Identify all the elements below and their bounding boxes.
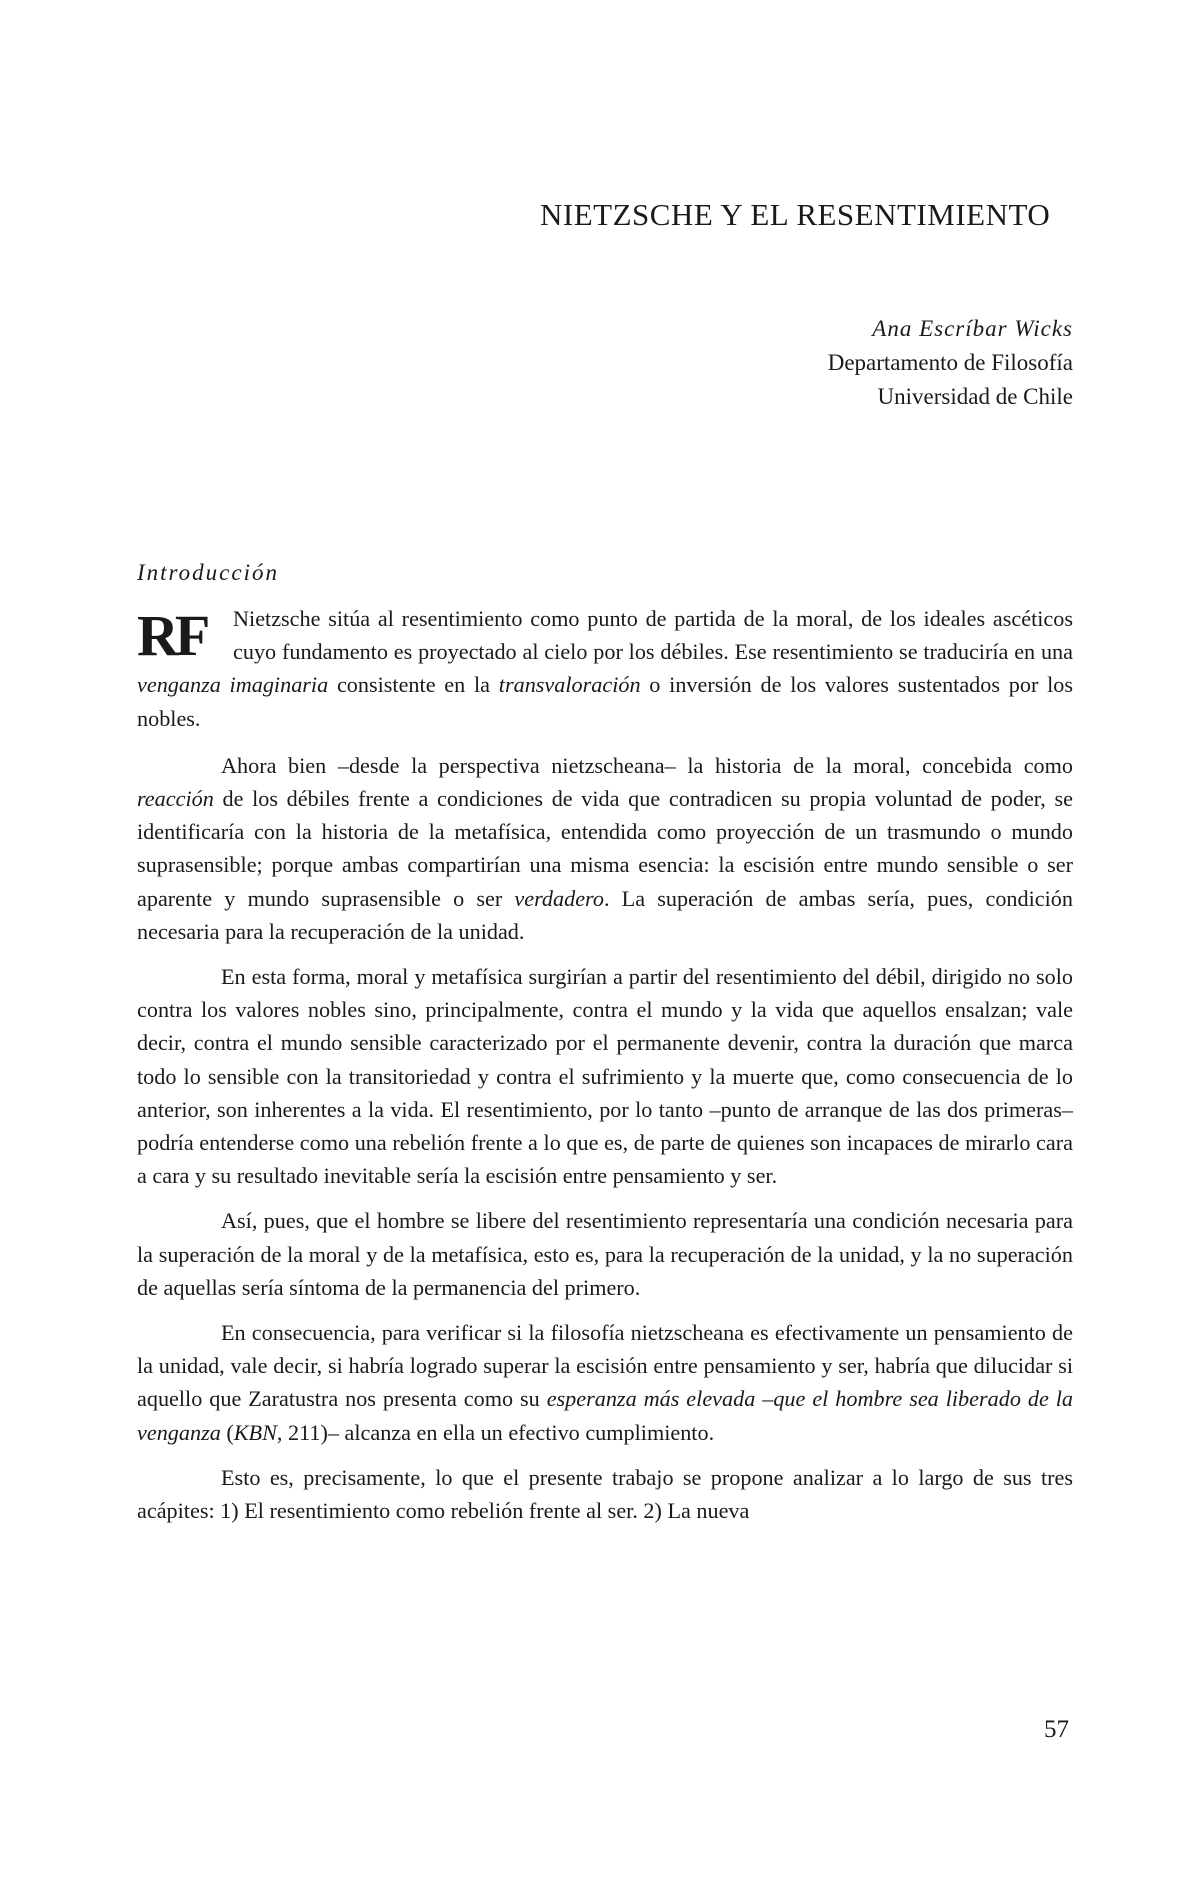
page-title: NIETZSCHE Y EL RESENTIMIENTO: [540, 197, 1051, 232]
paragraph-5-text-c: (: [220, 1419, 234, 1445]
paragraph-5-text-e: , 211)– alcanza en ella un efectivo cumplimiento.: [276, 1419, 715, 1445]
paragraph-1-italic-d: transvaloración: [498, 672, 641, 698]
paragraph-6: Esto es, precisamente, lo que el presente trabajo se propone analizar a lo largo de sus tres acápites: 1) El resentimiento como rebelión frente al ser. 2) La nueva: [137, 1464, 1073, 1524]
paragraph-5-text-a: En consecuencia, para verificar si la filosofía nietzscheana es efectivamente un pensamiento de la unidad, vale decir, si habría logrado superar la escisión entre pensamiento y ser, habría que dilucidar si aquello que Zaratustra nos presenta como su: [137, 1320, 1073, 1412]
paragraph-5-italic-d: KBN: [233, 1419, 277, 1445]
paragraph-5-italic-b: esperanza más elevada –que el hombre sea liberado de la venganza: [137, 1386, 1074, 1445]
paragraph-2-italic-b: reacción: [137, 786, 214, 812]
author-university: Universidad de Chile: [877, 384, 1073, 409]
paragraph-4: Así, pues, que el hombre se libere del resentimiento representaría una condición necesaria para la superación de la moral y de la metafísica, esto es, para la recuperación de la unidad, y la no superación de aquellas sería síntoma de la permanencia del primero.: [137, 1208, 1073, 1300]
paragraph-1: [137, 602, 1073, 735]
paragraph-1-italic-b: venganza imaginaria: [137, 672, 329, 698]
paragraph-5: [137, 1316, 1073, 1449]
paragraph-3: En esta forma, moral y metafísica surgirían a partir del resentimiento del débil, dirigido no solo contra los valores nobles sino, principalmente, contra el mundo y la vida que aquellos ensalzan; vale decir, contra el mundo sensible caracterizado por el permanente devenir, contra la duración que marca todo lo sensible con la transitoriedad y contra el sufrimiento y la muerte que, como consecuencia de lo anterior, son inherentes a la vida. El resentimiento, por lo tanto –punto de arranque de las dos primeras– podría entenderse como una rebelión frente a lo que es, de parte de quienes son incapaces de mirarlo cara a cara y su resultado inevitable sería la escisión entre pensamiento y ser.: [137, 964, 1073, 1189]
paragraph-1-text-e: o inversión de los valores sustentados por los nobles.: [137, 672, 1073, 731]
paragraph-1-text-a: Nietzsche sitúa al resentimiento como punto de partida de la moral, de los ideales ascéticos cuyo fundamento es proyectado al cielo por los débiles. Ese resentimiento se traduciría en una: [233, 606, 1073, 665]
paragraph-2-italic-d: verdadero: [514, 885, 604, 911]
paragraph-2-text-a: Ahora bien –desde la perspectiva nietzscheana– la historia de la moral, concebida como: [221, 752, 1073, 778]
byline: [828, 312, 1073, 414]
paragraph-2: [137, 749, 1073, 948]
paragraph-2-text-e: . La superación de ambas sería, pues, condición necesaria para la recuperación de la unidad.: [137, 885, 1073, 944]
page-number: 57: [1044, 1716, 1069, 1743]
paragraph-1-text-c: consistente en la: [328, 672, 499, 698]
author-department: Departamento de Filosofía: [827, 350, 1073, 375]
body-text: [137, 602, 1073, 1539]
section-heading: Introducción: [137, 560, 279, 585]
author-name: Ana Escríbar Wicks: [872, 316, 1073, 341]
drop-cap: RF: [137, 603, 207, 668]
paragraph-2-text-c: de los débiles frente a condiciones de vida que contradicen su propia voluntad de poder, se identificaría con la historia de la metafísica, entendida como proyección de un trasmundo o mundo suprasensible; porque ambas compartirían una misma esencia: la escisión entre mundo sensible o ser aparente y mundo suprasensible o ser: [137, 786, 1073, 911]
